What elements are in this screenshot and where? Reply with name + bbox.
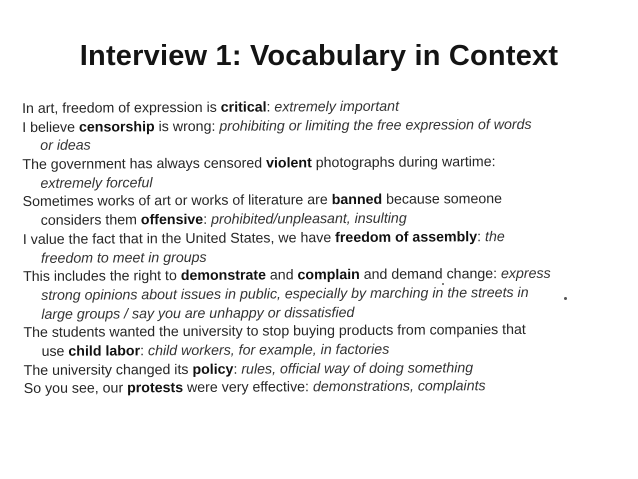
sentence-text: : — [477, 228, 486, 246]
sentence-text: considers them — [40, 212, 141, 230]
vocab-line — [23, 265, 623, 287]
definition: strong opinions about issues in public, especially by marching in the streets in — [41, 284, 529, 304]
definition: demonstrations, complaints — [312, 378, 486, 396]
definition: freedom to meet in groups — [40, 249, 207, 267]
vocab-term: complain — [297, 267, 360, 284]
vocab-term: censorship — [78, 118, 155, 136]
vocab-term: violent — [266, 155, 312, 172]
sentence-text: Sometimes works of art or works of literature are — [22, 192, 332, 211]
sentence-text: The university changed its — [23, 361, 193, 379]
scan-speck — [442, 283, 444, 285]
vocab-term: offensive — [140, 212, 204, 229]
definition: large groups / say you are unhappy or dissatisfied — [41, 304, 355, 323]
sentence-text: is wrong: — [154, 118, 220, 135]
vocab-term: demonstrate — [180, 267, 267, 285]
sentence-text: because someone — [382, 191, 503, 209]
vocab-term: policy — [192, 361, 234, 378]
vocab-term: child labor — [68, 343, 141, 360]
vocab-line — [24, 377, 624, 399]
sentence-text: : — [203, 211, 212, 229]
definition: express — [500, 265, 551, 283]
sentence-text: The government has always censored — [22, 155, 267, 174]
definition: the — [484, 228, 505, 245]
definition: rules, official way of doing something — [241, 359, 474, 378]
sentence-text: : — [266, 99, 275, 116]
vocab-term: critical — [220, 99, 267, 116]
sentence-text: photographs during wartime: — [311, 154, 496, 172]
vocab-term: freedom of assembly — [335, 229, 478, 246]
slide-title: Interview 1: Vocabulary in Context — [79, 40, 559, 72]
definition: extremely forceful — [40, 174, 153, 192]
sentence-text: were very effective: — [183, 379, 313, 397]
definition: or ideas — [40, 137, 91, 155]
sentence-text: and demand change: — [359, 266, 502, 284]
sentence-text: I believe — [22, 119, 80, 136]
definition: extremely important — [274, 98, 400, 116]
sentence-text: In art, freedom of expression is — [22, 99, 221, 117]
sentence-text: The students wanted the university to stop buying products from companies that — [23, 322, 526, 342]
definition: prohibited/unpleasant, insulting — [211, 210, 407, 228]
sentence-text: : — [233, 361, 242, 378]
sentence-text: : — [140, 343, 149, 360]
sentence-text: This includes the right to — [23, 268, 181, 286]
definition: child workers, for example, in factories — [147, 341, 390, 360]
sentence-text: and — [265, 267, 298, 284]
definition: prohibiting or limiting the free expression of words — [219, 116, 532, 135]
vocab-term: protests — [127, 380, 184, 397]
sentence-text: use — [41, 343, 69, 360]
sentence-text: So you see, our — [23, 380, 128, 398]
scan-speck — [564, 297, 567, 300]
vocabulary-text — [22, 96, 624, 399]
sentence-text: I value the fact that in the United States, we have — [22, 229, 336, 248]
vocab-term: banned — [331, 192, 383, 209]
